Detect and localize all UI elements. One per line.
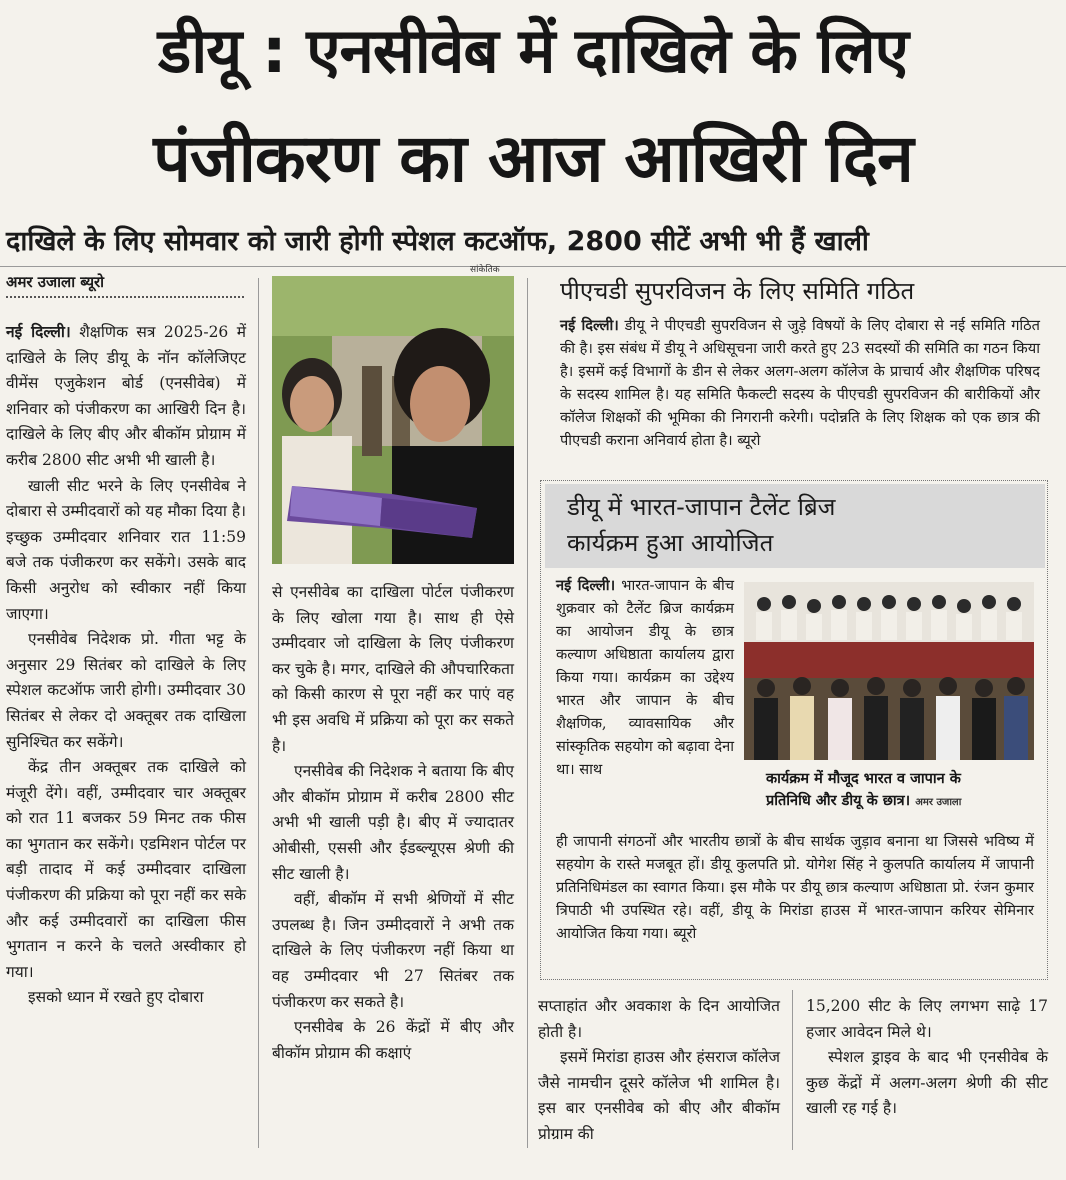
- column-divider: [258, 278, 259, 1148]
- students-photo: [272, 276, 514, 564]
- headline-line-2: पंजीकरण का आज आखिरी दिन: [153, 120, 913, 197]
- caption-line-1: कार्यक्रम में मौजूद भारत व जापान के: [766, 771, 961, 787]
- byline: अमर उजाला ब्यूरो: [6, 272, 244, 298]
- talent-dateline: नई दिल्ली।: [556, 577, 616, 594]
- article-paragraph: इसको ध्यान में रखते हुए दोबारा: [28, 988, 204, 1007]
- group-photo-illustration: [744, 582, 1034, 760]
- article-column-1: [6, 320, 246, 1011]
- talent-paragraph-bottom: ही जापानी संगठनों और भारतीय छात्रों के बीच सार्थक जुड़ाव बनाना था जिससे भविष्य में सहयोग के रास्ते मजबूत हों। डीयू कुलपति प्रो. योगेश सिंह ने कुलपति कार्यालय में जापानी प्रतिनिधिमंडल का स्वागत किया। इस मौके पर डीयू छात्र कल्याण अधिष्ठाता प्रो. रंजन कुमार त्रिपाठी भी उपस्थित रहे। वहीं, डीयू के मिरांडा हाउस में भारत-जापान करियर सेमिनार आयोजित किया गया। ब्यूरो: [556, 833, 1034, 942]
- article-dateline: नई दिल्ली।: [6, 323, 71, 341]
- talent-title-line-2: कार्यक्रम हुआ आयोजित: [567, 529, 774, 557]
- photo-credit: अमर उजाला: [915, 797, 962, 808]
- article-paragraph: से एनसीवेब का दाखिला पोर्टल पंजीकरण के लिए खोला गया है। साथ ही ऐसे उम्मीदवार जो दाखिला के लिए पंजीकरण कर चुके है। मगर, दाखिले की औपचारिकता को किसी कारण से पूरा नहीं कर पाएं वह भी इस अवधि में प्रक्रिया को पूरा कर सकते है।: [272, 583, 514, 755]
- talent-body-left: [556, 574, 734, 781]
- article-column-2: [272, 580, 514, 1066]
- students-photo-illustration: [272, 276, 514, 564]
- talent-title-line-1: डीयू में भारत-जापान टैलेंट ब्रिज: [567, 493, 836, 521]
- group-photo-caption: [766, 768, 1042, 814]
- phd-article-title: पीएचडी सुपरविजन के लिए समिति गठित: [560, 277, 915, 305]
- subheadline: दाखिले के लिए सोमवार को जारी होगी स्पेशल कटऑफ, 2800 सीटें अभी भी हैं खाली: [6, 226, 869, 257]
- article-paragraph: सप्ताहांत और अवकाश के दिन आयोजित होती है।: [538, 997, 780, 1041]
- article-column-4: [806, 994, 1048, 1122]
- column-divider: [527, 278, 528, 1148]
- article-paragraph: वहीं, बीकॉम में सभी श्रेणियों में सीट उपलब्ध है। जिन उम्मीदवारों ने अभी तक दाखिले के लिए पंजीकरण नहीं किया था वह उम्मीदवार भी 27 सितंबर तक पंजीकरण कर सकते है।: [272, 890, 514, 1011]
- article-paragraph: एनसीवेब निदेशक प्रो. गीता भट्ट के अनुसार 29 सितंबर को दाखिले के लिए स्पेशल कटऑफ जारी होगी। उम्मीदवार 30 सितंबर से लेकर दो अक्तूबर तक दाखिला सुनिश्चित कर सकेंगे।: [6, 630, 246, 751]
- article-paragraph: खाली सीट भरने के लिए एनसीवेब ने दोबारा से उम्मीदवारों को यह मौका दिया है। इच्छुक उम्मीदवार शनिवार रात 11:59 बजे तक पंजीकरण कर सकेंगे। उसके बाद किसी अनुरोध को स्वीकार नहीं किया जाएगा।: [6, 476, 246, 623]
- article-paragraph: इसमें मिरांडा हाउस और हंसराज कॉलेज जैसे नामचीन दूसरे कॉलेज भी शामिल है। इस बार एनसीवेब को बीए और बीकॉम प्रोग्राम की: [538, 1048, 780, 1143]
- talent-article-header: [545, 484, 1045, 568]
- phd-article-body: [560, 314, 1040, 452]
- phd-paragraph: डीयू ने पीएचडी सुपरविजन से जुड़े विषयों के लिए दोबारा से नई समिति गठित की है। इस संबंध में डीयू ने अधिसूचना जारी करते हुए 23 सदस्यों की समिति का गठन किया है। इसमें कई विभागों के डीन से लेकर अलग-अलग कॉलेज के प्राचार्य और शैक्षणिक परिषद के सदस्य शामिल है। यह समिति फैकल्टी सदस्य के पीएचडी सुपरविजन की बारीकियों और कॉलेज शिक्षकों की भूमिका की निगरानी करेगी। पदोन्नति के लिए शिक्षक को एक छात्र की पीएचडी कराना अनिवार्य होता है। ब्यूरो: [560, 317, 1040, 449]
- group-photo: [744, 582, 1034, 760]
- article-paragraph: केंद्र तीन अक्तूबर तक दाखिले को मंजूरी देंगे। वहीं, उम्मीदवार चार अक्तूबर को रात 11 बजकर 59 मिनट तक फीस का भुगतान कर सकेंगे। एडमिशन पोर्टल पर बड़ी तादाद में कई उम्मीदवार दाखिला पंजीकरण की प्रक्रिया को पूरा नहीं कर सके और कई उम्मीदवारों का दाखिला फीस भुगतान न करने के चलते अस्वीकार हो गया।: [6, 758, 246, 981]
- photo-tag: सांकेतिक: [470, 265, 500, 275]
- talent-body-bottom: [556, 830, 1034, 945]
- talent-paragraph-left: भारत-जापान के बीच शुक्रवार को टैलेंट ब्रिज कार्यक्रम का आयोजन डीयू के छात्र कल्याण अधिष्ठाता कार्यालय द्वारा किया गया। कार्यक्रम का उद्देश्य भारत और जापान के बीच शैक्षणिक, व्यावसायिक और सांस्कृतिक सहयोग को बढ़ावा देना था। साथ: [556, 577, 734, 778]
- article-paragraph: एनसीवेब के 26 केंद्रों में बीए और बीकॉम प्रोग्राम की कक्षाएं: [272, 1018, 514, 1062]
- article-paragraph: स्पेशल ड्राइव के बाद भी एनसीवेब के कुछ केंद्रों में अलग-अलग श्रेणी की सीट खाली रह गई है।: [806, 1048, 1048, 1118]
- article-column-3: [538, 994, 780, 1148]
- headline-line-1: डीयू : एनसीवेब में दाखिले के लिए: [158, 14, 908, 87]
- phd-dateline: नई दिल्ली।: [560, 317, 619, 334]
- article-paragraph: शैक्षणिक सत्र 2025-26 में दाखिले के लिए डीयू के नॉन कॉलेजिएट वीमेंस एजुकेशन बोर्ड (एनसीवेब) में शनिवार को पंजीकरण का आखिरी दिन है। दाखिले के लिए बीए और बीकॉम प्रोग्राम में करीब 2800 सीट अभी भी खाली है।: [6, 323, 246, 469]
- article-paragraph: 15,200 सीट के लिए लगभग साढ़े 17 हजार आवेदन मिले थे।: [806, 997, 1048, 1041]
- subhead-divider: [0, 266, 1066, 267]
- column-divider: [792, 990, 793, 1150]
- caption-line-2: प्रतिनिधि और डीयू के छात्र।: [766, 793, 911, 809]
- article-paragraph: एनसीवेब की निदेशक ने बताया कि बीए और बीकॉम प्रोग्राम में करीब 2800 सीट अभी भी खाली पड़ी है। बीए में ज्यादातर ओबीसी, एससी और ईडब्ल्यूएस श्रेणी की सीट खाली है।: [272, 762, 514, 883]
